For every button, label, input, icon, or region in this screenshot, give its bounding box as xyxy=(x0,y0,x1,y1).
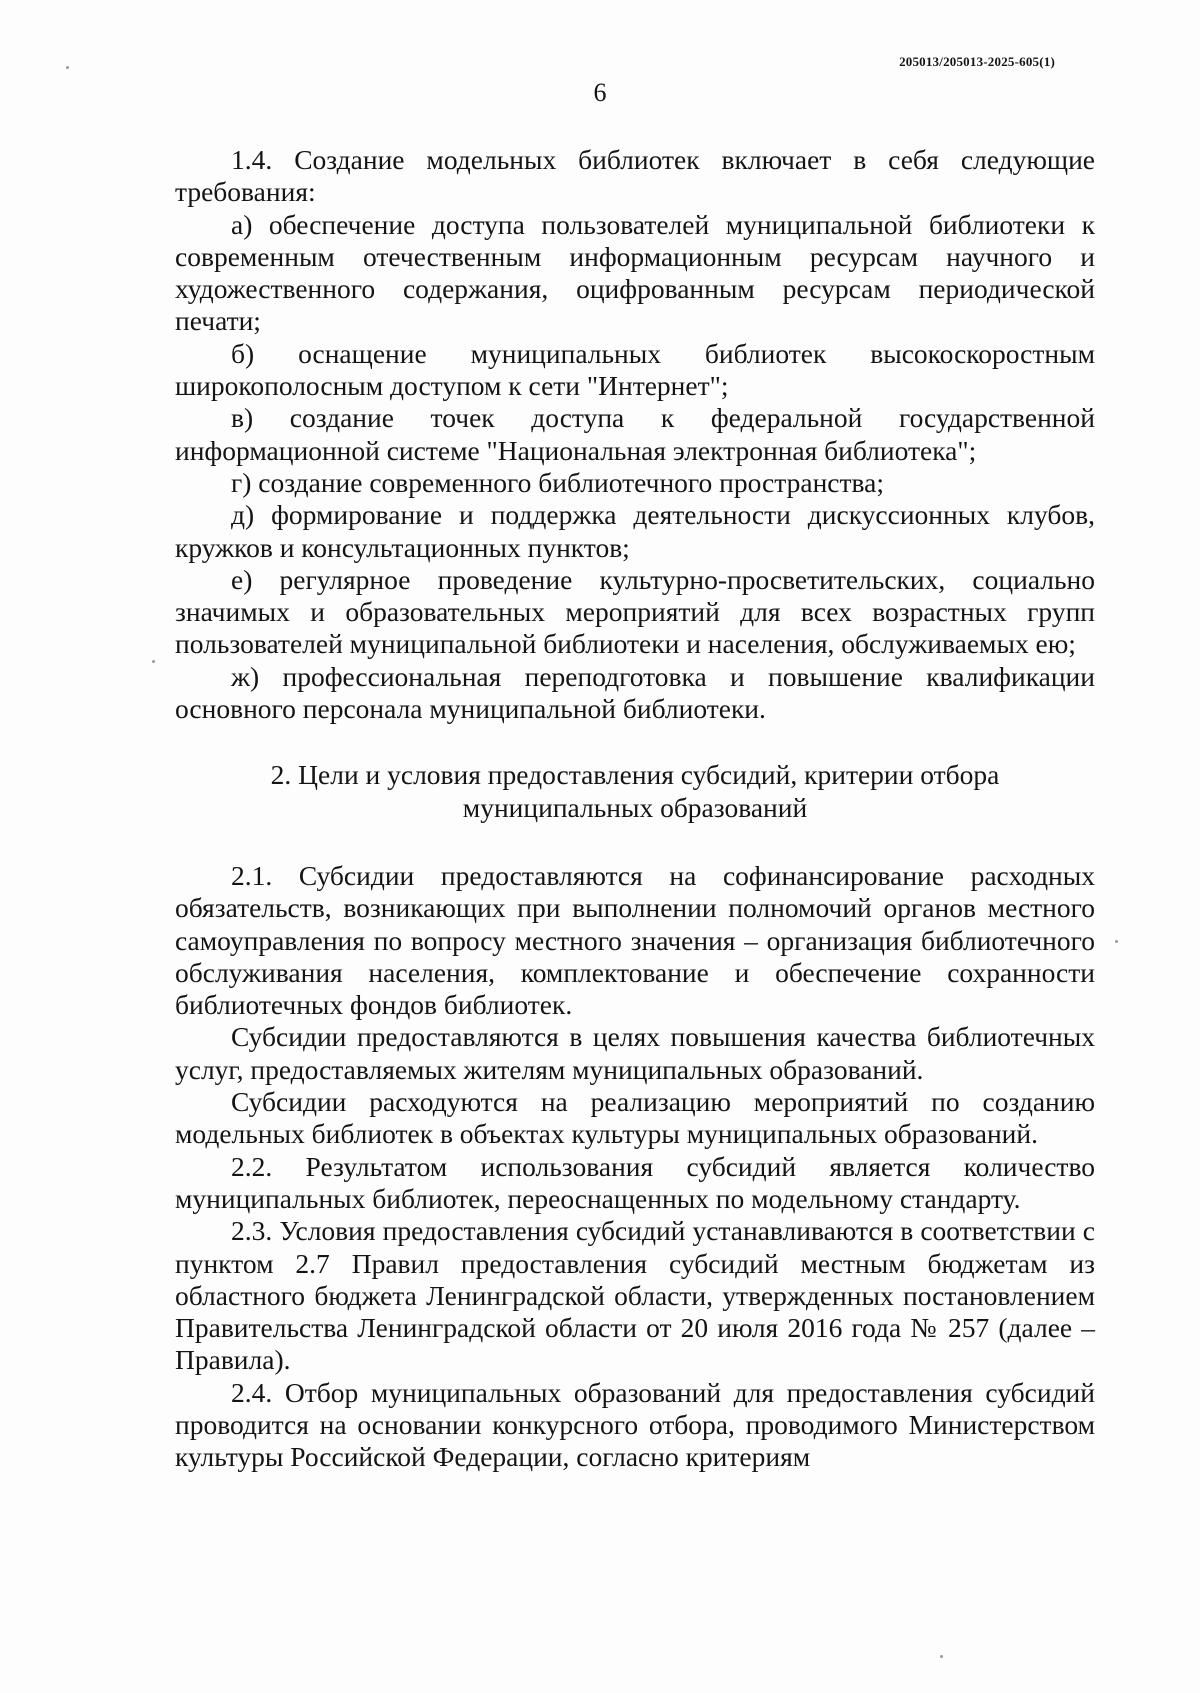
scan-speck xyxy=(1115,940,1118,943)
section-heading xyxy=(175,759,1095,824)
list-item: ж) профессиональная переподготовка и повышение квалификации основного персонала муниципальной библиотеки. xyxy=(175,660,1095,725)
section-heading-line-1: 2. Цели и условия предоставления субсидий, критерии отбора xyxy=(270,759,1000,791)
document-id: 205013/205013-2025-605(1) xyxy=(899,54,1055,69)
paragraph: Субсидии расходуются на реализацию мероприятий по созданию модельных библиотек в объектах культуры муниципальных образований. xyxy=(175,1086,1095,1150)
paragraph: 2.1. Субсидии предоставляются на софинансирование расходных обязательств, возникающих при выполнении полномочий органов местного самоуправления по вопросу местного значения – организация библиотечного обслуживания населения, комплектование и обеспечение сохранности библиотечных фондов библиотек. xyxy=(175,859,1095,1021)
list-item: в) создание точек доступа к федеральной государственной информационной системе "Национальная электронная библиотека"; xyxy=(175,402,1095,466)
scan-speck xyxy=(66,66,69,69)
paragraph: 2.2. Результатом использования субсидий является количество муниципальных библиотек, переоснащенных по модельному стандарту. xyxy=(175,1150,1095,1214)
list-item: д) формирование и поддержка деятельности дискуссионных клубов, кружков и консультационных пунктов; xyxy=(175,499,1095,563)
paragraph: 1.4. Создание модельных библиотек включает в себя следующие требования: xyxy=(175,144,1095,208)
list-item: б) оснащение муниципальных библиотек высокоскоростным широкополосным доступом к сети "Интернет"; xyxy=(175,337,1095,402)
list-item: г) создание современного библиотечного пространства; xyxy=(231,466,884,498)
page-number: 6 xyxy=(593,78,607,107)
paragraph: Субсидии предоставляются в целях повышения качества библиотечных услуг, предоставляемых жителям муниципальных образований. xyxy=(175,1021,1095,1085)
scan-speck xyxy=(940,1655,943,1658)
section-heading-line-2: муниципальных образований xyxy=(462,791,808,823)
document-body xyxy=(175,144,1095,1474)
paragraph: 2.3. Условия предоставления субсидий устанавливаются в соответствии с пунктом 2.7 Правил предоставления субсидий местным бюджетам из областного бюджета Ленинградской области, утвержденных постановлением Правительства Ленинградской области от 20 июля 2016 года № 257 (далее – Правила). xyxy=(175,1215,1095,1376)
scan-speck xyxy=(152,660,155,663)
list-item: е) регулярное проведение культурно-просветительских, социально значимых и образовательных мероприятий для всех возрастных групп пользователей муниципальной библиотеки и населения, обслуживаемых ею; xyxy=(175,563,1095,660)
list-item: а) обеспечение доступа пользователей муниципальной библиотеки к современным отечественным информационным ресурсам научного и художественного содержания, оцифрованным ресурсам периодической печати; xyxy=(175,208,1095,337)
paragraph: 2.4. Отбор муниципальных образований для предоставления субсидий проводится на основании конкурсного отбора, проводимого Министерством культуры Российской Федерации, согласно критериям xyxy=(175,1376,1095,1473)
